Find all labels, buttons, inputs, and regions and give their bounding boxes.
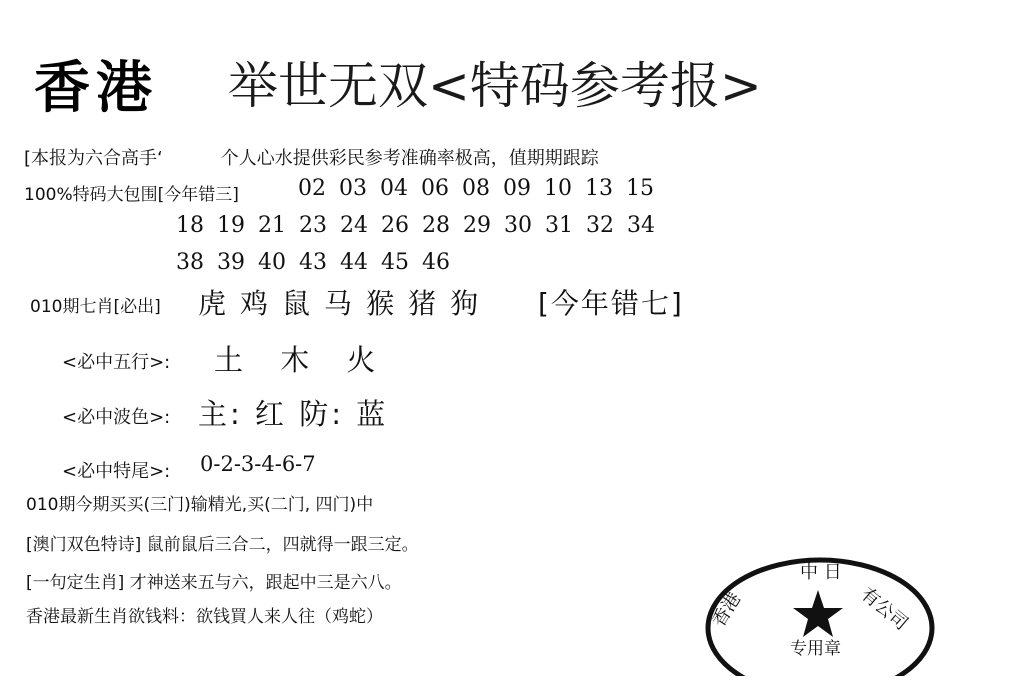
company-stamp [700,556,940,676]
number-cell: 10 [544,176,572,201]
number-cell: 30 [504,213,532,238]
intro-line [24,144,599,170]
stamp-top-text: 中 日 [800,562,842,583]
stamp-right-text: 有公司 [856,583,912,635]
newspaper-headline: 举世无双<特码参考报> [228,57,762,115]
number-cell: 08 [462,176,490,201]
intro-right: 个人心水提供彩民参考准确率极高，值期期跟踪 [220,148,599,169]
number-row-3 [176,250,463,275]
number-row-1 [298,176,667,201]
number-cell: 29 [463,213,491,238]
number-cell: 40 [258,250,286,275]
number-row-2 [176,213,668,238]
number-cell: 24 [340,213,368,238]
stamp-bottom-text: 专用章 [790,639,841,659]
zodiac-item: 狗 [450,287,481,320]
number-cell: 32 [586,213,614,238]
zodiac-item: 鼠 [282,287,313,320]
number-cell: 21 [258,213,286,238]
number-cell: 04 [380,176,408,201]
number-cell: 44 [340,250,368,275]
number-cell: 34 [627,213,655,238]
number-cell: 23 [299,213,327,238]
number-cell: 26 [381,213,409,238]
number-cell: 18 [176,213,204,238]
intro-left: [本报为六合高手‘ [24,148,163,169]
elements-label: <必中五行>: [62,352,171,373]
number-cell: 03 [339,176,367,201]
number-cell: 09 [503,176,531,201]
zodiac-item: 马 [324,287,355,320]
number-cell: 13 [585,176,613,201]
number-cell: 45 [381,250,409,275]
poem-line: [澳门双色特诗] 鼠前鼠后三合二，四就得一跟三定。 [26,535,419,555]
wave-color-value: 主: 红 防: 蓝 [198,397,389,431]
saying-line: [一句定生肖] 才神送来五与六，跟起中三是六八。 [26,573,402,593]
logo-title: 香港 [34,56,158,121]
latest-zodiac-line: 香港最新生肖欲钱料：欲钱買人来人往（鸡蛇） [26,607,383,627]
stamp-left-text: 香港 [708,588,746,631]
number-cell: 46 [422,250,450,275]
number-cell: 31 [545,213,573,238]
zodiac-item: 鸡 [240,287,271,320]
tail-label: <必中特尾>: [62,461,171,482]
zodiac-note: [今年错七] [538,287,684,320]
zodiac-item: 猴 [366,287,397,320]
star-icon [793,590,843,637]
elements-value: 土 木 火 [214,343,390,377]
package-label: 100%特码大包围[今年错三] [24,185,239,205]
number-cell: 15 [626,176,654,201]
number-cell: 38 [176,250,204,275]
number-cell: 39 [217,250,245,275]
number-cell: 28 [422,213,450,238]
zodiac-label: 010期七肖[必出] [30,297,161,317]
zodiac-list [198,282,492,322]
number-cell: 06 [421,176,449,201]
number-cell: 02 [298,176,326,201]
tail-value: 0-2-3-4-6-7 [200,452,316,476]
number-cell: 19 [217,213,245,238]
wave-color-label: <必中波色>: [62,407,171,428]
zodiac-item: 虎 [198,287,229,320]
buy-line: 010期今期买买(三门)输精光,买(二门, 四门)中 [26,495,374,515]
zodiac-item: 猪 [408,287,439,320]
number-cell: 43 [299,250,327,275]
